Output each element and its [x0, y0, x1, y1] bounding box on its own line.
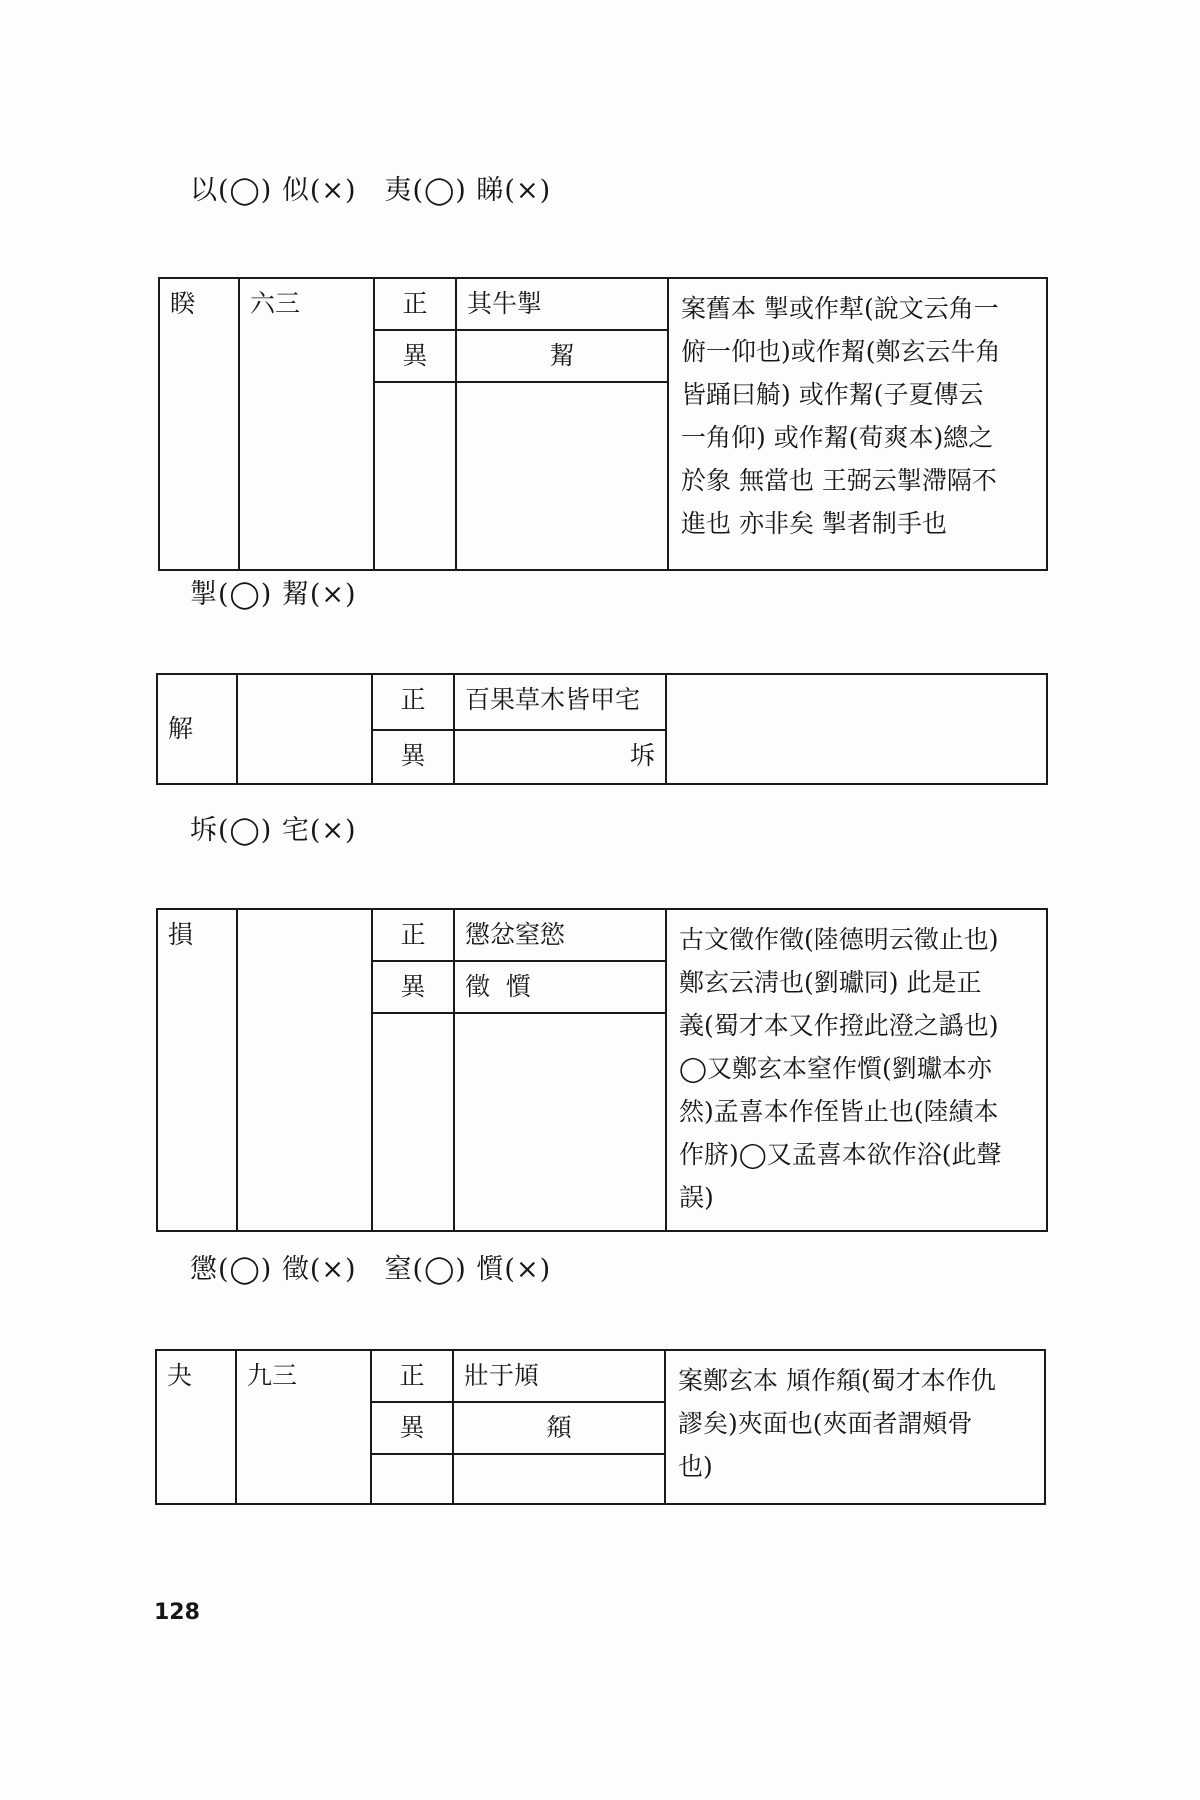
empty-cell — [374, 382, 456, 570]
empty-cell — [456, 382, 668, 570]
note-line: 案舊本 掣或作犎(說文云角一 — [681, 294, 999, 323]
annotation-note — [666, 909, 1047, 1231]
variant-text: 頯 — [453, 1402, 665, 1454]
variant-text: 坼 — [454, 730, 666, 784]
note-line: 案鄭玄本 頄作頯(蜀才本作仇 — [678, 1366, 996, 1395]
page-number: 128 — [154, 1600, 200, 1625]
variant-text: 徵 懫 — [454, 961, 666, 1013]
annotation-note — [668, 278, 1047, 570]
entry-table-guai — [155, 1349, 1046, 1505]
hexagram-name: 損 — [157, 909, 237, 1231]
hexagram-name: 解 — [157, 674, 237, 784]
judgment-line-sun: 懲(◯) 徵(×) 窒(◯) 懫(×) — [190, 1254, 552, 1285]
empty-cell — [372, 1013, 454, 1231]
top-judgment-line: 以(◯) 似(×) 夷(◯) 睇(×) — [190, 175, 552, 206]
correct-label: 正 — [372, 909, 454, 961]
note-line: 也) — [678, 1452, 713, 1481]
judgment-line-kui: 掣(◯) 觢(×) — [190, 579, 357, 610]
correct-text: 其牛掣 — [456, 278, 668, 330]
line-position — [237, 909, 372, 1231]
note-line: 於象 無當也 王弼云掣滯隔不 — [681, 466, 997, 495]
entry-table-kui — [158, 277, 1048, 571]
empty-cell — [454, 1013, 666, 1231]
entry-table-xie — [156, 673, 1048, 785]
variant-label: 異 — [374, 330, 456, 382]
variant-label: 異 — [372, 961, 454, 1013]
empty-cell — [371, 1454, 453, 1504]
judgment-line-xie: 坼(◯) 宅(×) — [190, 815, 357, 846]
note-line: 謬矣)夾面也(夾面者謂頰骨 — [678, 1409, 973, 1438]
hexagram-name: 夬 — [156, 1350, 236, 1504]
correct-label: 正 — [374, 278, 456, 330]
note-line: 鄭玄云淸也(劉瓛同) 此是正 — [679, 968, 982, 997]
entry-table-sun — [156, 908, 1048, 1232]
note-line: 一角仰) 或作觢(荀爽本)總之 — [681, 423, 994, 452]
hexagram-name: 睽 — [159, 278, 239, 570]
note-line: 作脐)◯又孟喜本欲作浴(此聲 — [679, 1140, 1002, 1169]
annotation-note — [665, 1350, 1045, 1504]
annotation-note — [666, 674, 1047, 784]
variant-label: 異 — [372, 730, 454, 784]
note-line: 然)孟喜本作侄皆止也(陸績本 — [679, 1097, 999, 1126]
line-position: 九三 — [236, 1350, 371, 1504]
correct-label: 正 — [371, 1350, 453, 1402]
variant-text: 觢 — [456, 330, 668, 382]
line-position: 六三 — [239, 278, 374, 570]
correct-label: 正 — [372, 674, 454, 730]
correct-text: 懲忿窒慾 — [454, 909, 666, 961]
note-line: 誤) — [679, 1183, 714, 1212]
correct-text: 壯于頄 — [453, 1350, 665, 1402]
note-line: 古文徵作徵(陸德明云徵止也) — [679, 925, 999, 954]
note-line: ◯又鄭玄本窒作懫(劉瓛本亦 — [679, 1054, 992, 1083]
note-line: 進也 亦非矣 掣者制手也 — [681, 509, 947, 538]
variant-label: 異 — [371, 1402, 453, 1454]
empty-cell — [453, 1454, 665, 1504]
note-line: 皆踊曰觭) 或作觢(子夏傳云 — [681, 380, 984, 409]
note-line: 義(蜀才本又作撜此澄之譌也) — [679, 1011, 999, 1040]
line-position — [237, 674, 372, 784]
note-line: 俯一仰也)或作觢(鄭玄云牛角 — [681, 337, 1001, 366]
correct-text: 百果草木皆甲宅 — [454, 674, 666, 730]
